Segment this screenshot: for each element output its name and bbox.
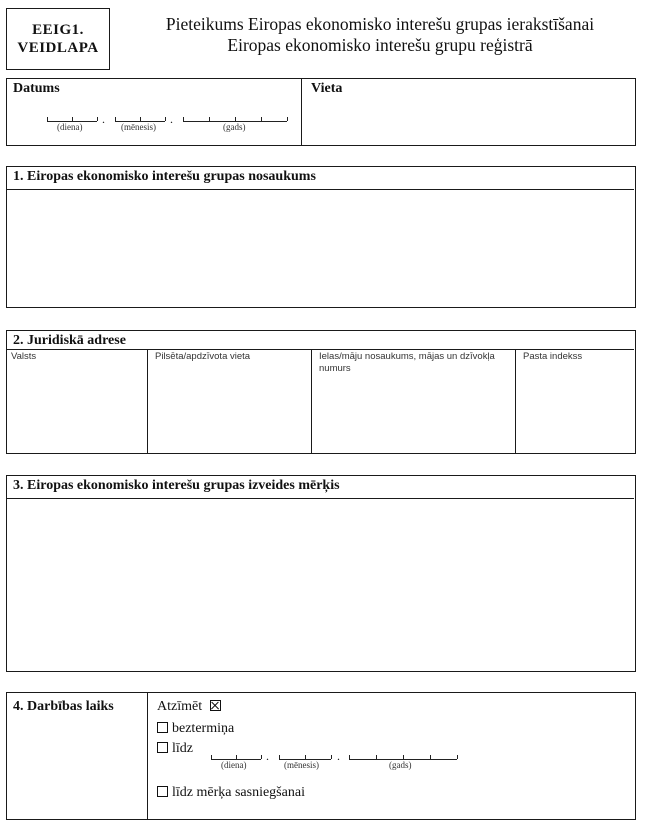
street-label: Ielas/māju nosaukums, mājas un dzīvokļa numurs: [319, 351, 495, 374]
checkbox-icon[interactable]: [157, 742, 168, 753]
section-1-divider: [7, 189, 634, 190]
form-title-line-1: Pieteikums Eiropas ekonomisko interešu grupas ierakstīšanai: [165, 14, 595, 34]
country-field[interactable]: [9, 367, 143, 451]
col-divider-2: [311, 349, 312, 453]
day-label: (diena): [57, 122, 83, 132]
city-label: Pilsēta/apdzīvota vieta: [155, 351, 251, 362]
month-label: (mēnesis): [121, 122, 156, 132]
year-label: (gads): [223, 122, 246, 132]
option-until-goal[interactable]: [157, 785, 305, 801]
street-field[interactable]: [315, 377, 511, 451]
place-label: Vieta: [311, 81, 343, 96]
checkbox-icon[interactable]: [157, 786, 168, 797]
section-4-duration: 4. Darbības laiks Atzīmēt beztermiņa līdz . . (diena) (mēnesis) (gads) līdz mērķa sasniegšanai: [6, 692, 636, 820]
section-2-address: [6, 330, 636, 454]
form-code-box: [6, 8, 110, 70]
option-until-goal-label: līdz mērķa sasniegšanai: [172, 785, 305, 800]
postal-code-label: Pasta indekss: [523, 351, 583, 362]
checkbox-icon[interactable]: [157, 722, 168, 733]
section-3-purpose: [6, 475, 636, 672]
section-4-title: 4. Darbības laiks: [13, 699, 114, 714]
section-1-title: 1. Eiropas ekonomisko interešu grupas nosaukums: [13, 169, 316, 184]
option-until-date[interactable]: [157, 741, 193, 757]
place-field[interactable]: [305, 101, 631, 141]
city-field[interactable]: [151, 367, 307, 451]
checked-box-icon: [210, 700, 221, 711]
form-code-sub: VEIDLAPA: [17, 40, 99, 56]
section-2-title: 2. Juridiskā adrese: [13, 333, 126, 348]
section-3-divider: [7, 498, 634, 499]
form-title-line-2: Eiropas ekonomisko interešu grupu reģistrā: [227, 35, 533, 55]
date-label: Datums: [13, 81, 60, 96]
option-until-date-label: līdz: [172, 741, 193, 756]
mark-instruction: [157, 699, 225, 715]
section-4-divider: [147, 693, 148, 819]
mark-label: Atzīmēt: [157, 699, 203, 714]
purpose-field[interactable]: [11, 502, 629, 666]
col-divider-3: [515, 349, 516, 453]
section-2-divider: [7, 349, 634, 350]
col-divider-1: [147, 349, 148, 453]
date-place-divider: [301, 79, 302, 145]
section-1-name: [6, 166, 636, 308]
group-name-field[interactable]: [11, 193, 629, 303]
option-indefinite-label: beztermiņa: [172, 721, 235, 736]
until-day-label: (diena): [221, 760, 247, 770]
section-3-title: 3. Eiropas ekonomisko interešu grupas izveides mērķis: [13, 478, 340, 493]
form-title: [120, 14, 640, 56]
option-indefinite[interactable]: [157, 721, 234, 737]
postal-code-field[interactable]: [519, 367, 631, 451]
date-place-section: Datums Vieta . . (diena) (mēnesis) (gads): [6, 78, 636, 146]
country-label: Valsts: [11, 351, 37, 362]
form-code: EEIG1.: [32, 22, 84, 38]
until-year-label: (gads): [389, 760, 412, 770]
until-month-label: (mēnesis): [284, 760, 319, 770]
